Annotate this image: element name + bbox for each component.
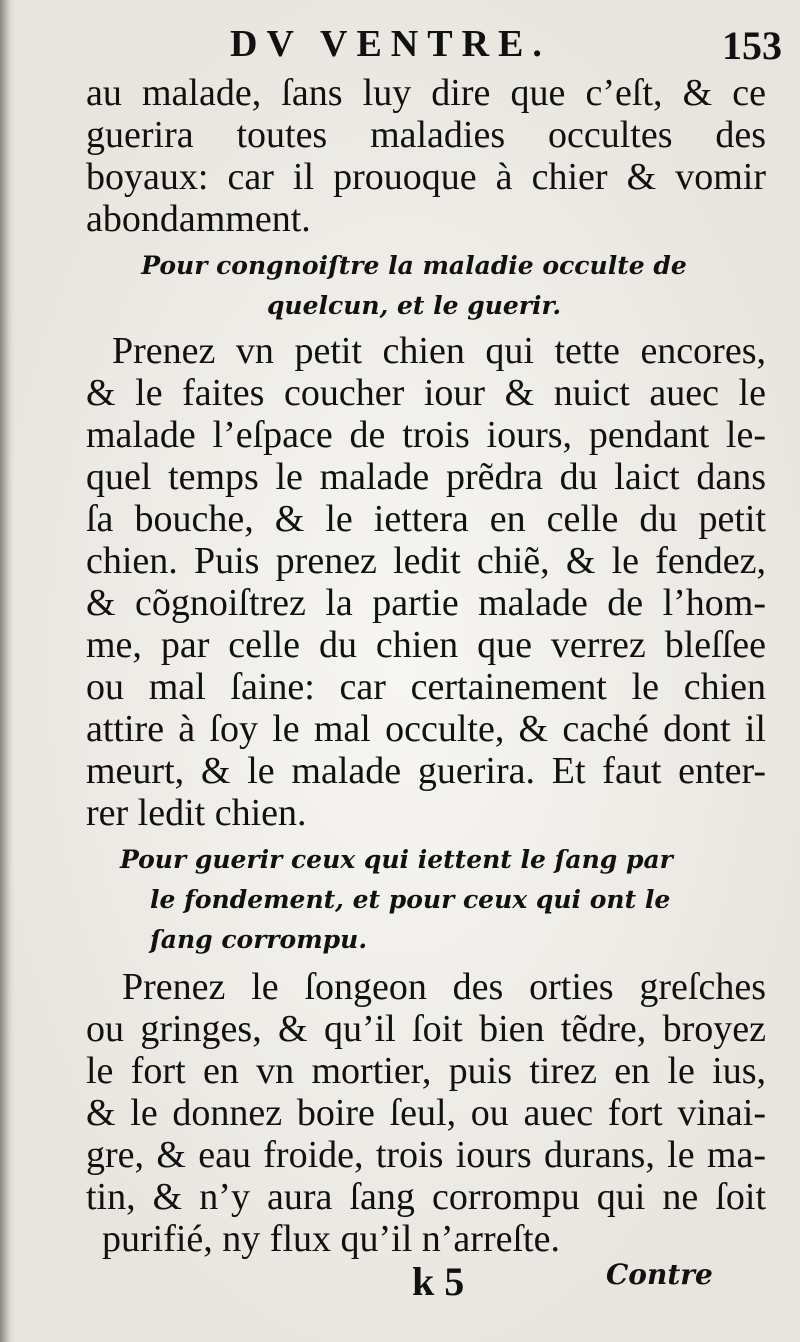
intro-paragraph (86, 72, 766, 240)
page-gutter-shadow (0, 0, 14, 1342)
text-line: boyaux: car il prouoque à chier & vomir (86, 156, 766, 198)
heading-line: Pour congnoiſtre la maladie occulte de (141, 251, 687, 280)
running-header (230, 22, 782, 72)
text-line: attire à ſoy le mal occulte, & caché dont il (86, 708, 766, 750)
text-line: & le faites coucher iour & nuict auec le (86, 372, 766, 414)
signature-mark: k 5 (412, 1259, 465, 1304)
heading-line: Pour guerir ceux qui iettent le ſang par (120, 845, 673, 874)
heading-line: quelcun, et le guerir. (266, 291, 562, 320)
text-line: & le donnez boire ſeul, ou auec fort vinai- (86, 1092, 766, 1134)
page-number: 153 (722, 23, 782, 68)
text-line: ou gringes, & qu’il ſoit bien tẽdre, broyez (86, 1008, 766, 1050)
text-line: gre, & eau froide, trois iours durans, le ma- (86, 1134, 766, 1176)
text-line: au malade, ſans luy dire que c’eſt, & ce (86, 72, 766, 114)
heading-line: le fondement, et pour ceux qui ont le (150, 885, 671, 914)
text-line: rer ledit chien. (86, 792, 307, 834)
paragraph-1 (86, 330, 766, 834)
text-line: ſa bouche, & le iettera en celle du petit (86, 498, 766, 540)
text-line: meurt, & le malade guerira. Et faut enter- (86, 750, 766, 792)
running-title: DV VENTRE. (230, 23, 551, 65)
text-line: & cõgnoiſtrez la partie malade de l’hom- (86, 582, 766, 624)
text-line: malade l’eſpace de trois iours, pendant le- (86, 414, 766, 456)
section-heading-1 (124, 246, 704, 326)
paragraph-2 (86, 966, 766, 1260)
text-line: abondamment. (86, 198, 311, 240)
heading-line: ſang corrompu. (150, 925, 368, 954)
text-line: purifié, ny flux qu’il n’arreſte. (102, 1218, 560, 1260)
text-line: Prenez le ſongeon des orties greſches (122, 966, 766, 1008)
text-line: quel temps le malade prẽdra du laict dans (86, 456, 766, 498)
text-line: le fort en vn mortier, puis tirez en le ius, (86, 1050, 766, 1092)
text-line: Prenez vn petit chien qui tette encores, (112, 330, 766, 372)
section-heading-2 (120, 840, 740, 960)
text-line: tin, & n’y aura ſang corrompu qui ne ſoit (86, 1176, 766, 1218)
text-line: guerira toutes maladies occultes des (86, 114, 766, 156)
text-line: me, par celle du chien que verrez bleſſee (86, 624, 766, 666)
text-line: ou mal ſaine: car certainement le chien (86, 666, 766, 708)
text-line: chien. Puis prenez ledit chiẽ, & le fendez, (86, 540, 766, 582)
catchword: Contre (606, 1258, 713, 1291)
